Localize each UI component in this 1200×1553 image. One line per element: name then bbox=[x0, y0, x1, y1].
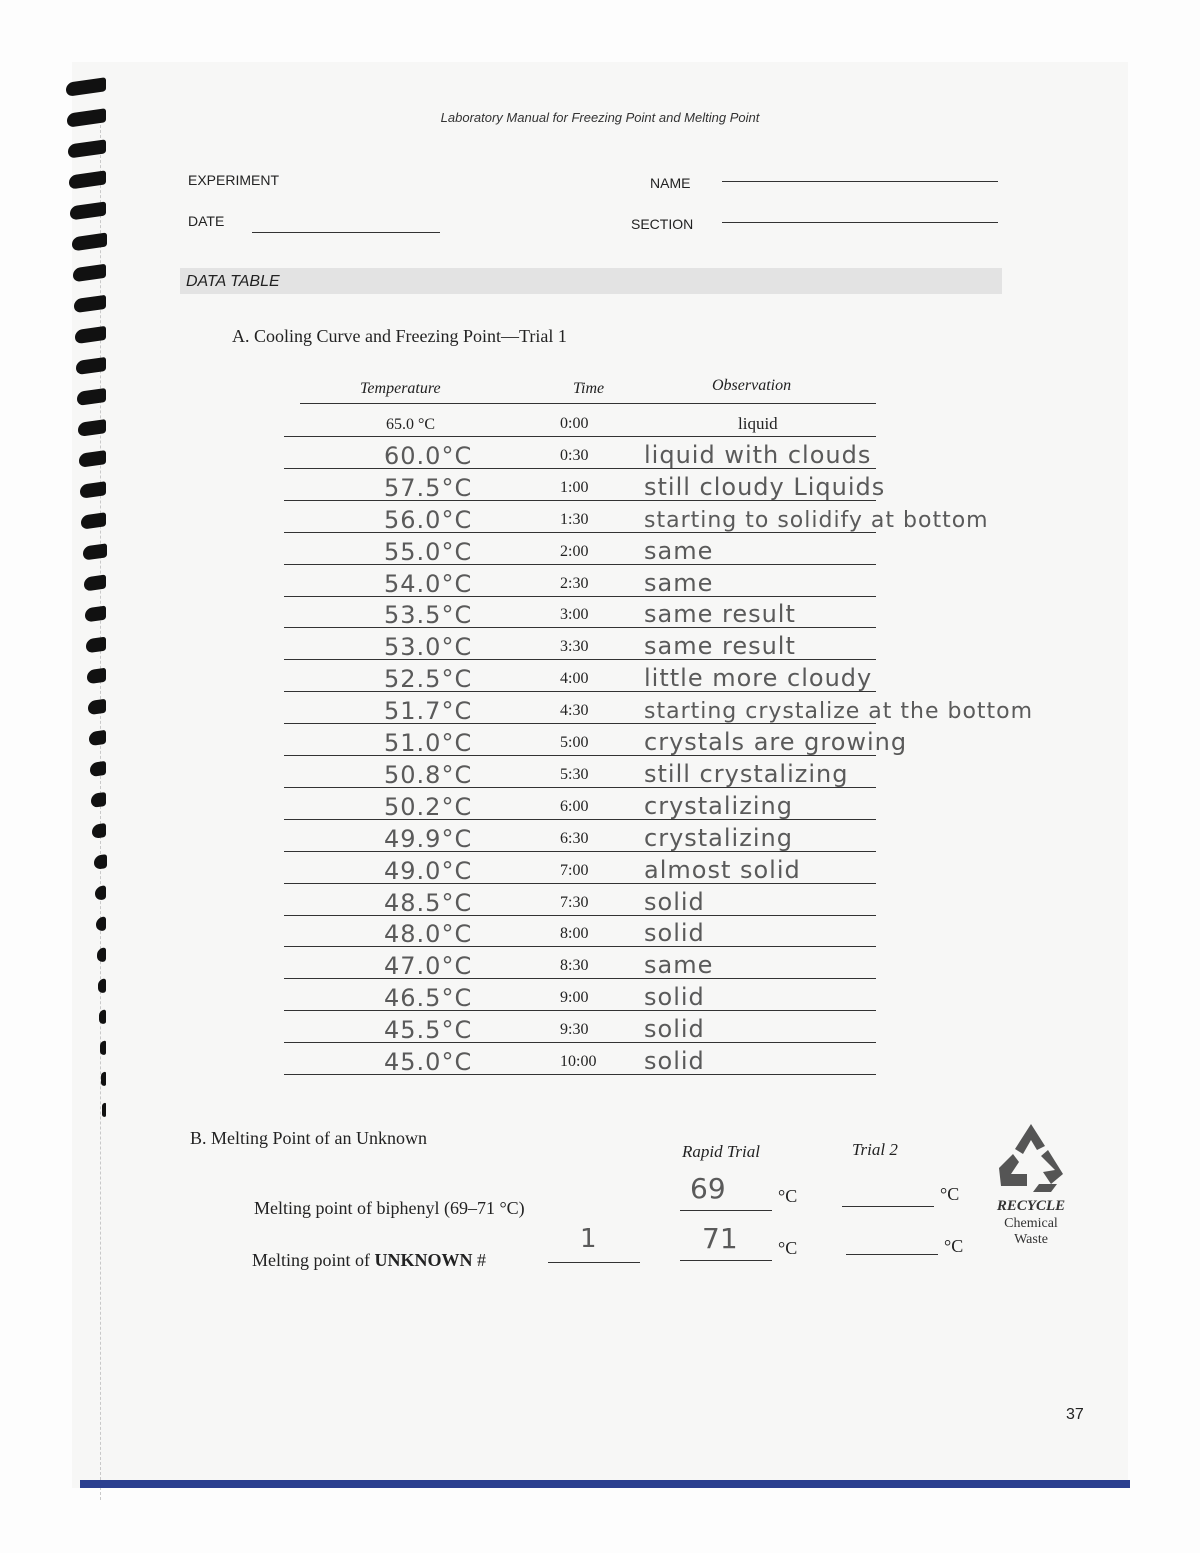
table-row bbox=[284, 691, 1034, 726]
unknown-label: Melting point of UNKNOWN # bbox=[252, 1250, 486, 1270]
spiral-coil bbox=[74, 295, 106, 314]
table-row bbox=[284, 819, 876, 852]
biphenyl-label: Melting point of biphenyl (69–71 °C) bbox=[254, 1198, 525, 1218]
observation-header: Observation bbox=[712, 377, 792, 394]
section-a-title: A. Cooling Curve and Freezing Point—Trial 1 bbox=[232, 326, 567, 346]
spiral-coil bbox=[90, 761, 106, 777]
time-cell: 1:30 bbox=[560, 510, 589, 528]
table-row bbox=[284, 659, 876, 692]
unknown-rapid-value[interactable]: 71 bbox=[702, 1222, 738, 1255]
time-cell: 1:00 bbox=[560, 478, 589, 496]
observation-cell[interactable]: solid bbox=[644, 887, 705, 916]
spiral-coil bbox=[86, 637, 106, 654]
table-row bbox=[284, 946, 876, 979]
unknown-trial2-unit: °C bbox=[944, 1236, 964, 1256]
spiral-coil bbox=[88, 699, 106, 716]
spiral-coil bbox=[77, 388, 106, 406]
table-row bbox=[284, 883, 876, 916]
temperature-cell[interactable]: 53.5°C bbox=[384, 601, 473, 630]
table-row bbox=[284, 627, 876, 660]
time-cell: 8:30 bbox=[560, 957, 589, 975]
table-row bbox=[284, 1042, 876, 1075]
time-cell: 7:00 bbox=[560, 861, 589, 879]
spiral-coil bbox=[99, 1010, 106, 1025]
table-row bbox=[284, 851, 876, 884]
table-row bbox=[284, 468, 886, 502]
biphenyl-rapid-value[interactable]: 69 bbox=[690, 1172, 726, 1205]
spiral-coil bbox=[72, 233, 107, 252]
spiral-coil bbox=[92, 823, 106, 839]
manual-title: Laboratory Manual for Freezing Point and Melting Point bbox=[440, 110, 760, 125]
table-row bbox=[284, 1010, 876, 1043]
spiral-coil bbox=[89, 730, 106, 746]
table-row bbox=[284, 978, 876, 1011]
table-row bbox=[284, 595, 876, 628]
spiral-coil bbox=[79, 450, 106, 468]
observation-cell[interactable]: solid bbox=[644, 983, 705, 1012]
spiral-coil bbox=[85, 606, 106, 623]
time-cell: 2:30 bbox=[560, 574, 589, 592]
temperature-cell[interactable]: 48.5°C bbox=[384, 888, 473, 917]
unknown-number-value[interactable]: 1 bbox=[580, 1224, 597, 1254]
observation-cell[interactable]: crystalizing bbox=[644, 791, 793, 820]
time-cell: 9:00 bbox=[560, 989, 589, 1007]
temperature-cell[interactable]: 49.9°C bbox=[384, 824, 473, 853]
spiral-coil bbox=[98, 978, 106, 993]
time-cell: 7:30 bbox=[560, 893, 589, 911]
data-table-band bbox=[180, 268, 1002, 294]
spiral-coil bbox=[96, 916, 106, 931]
name-field[interactable] bbox=[722, 181, 998, 182]
table-row bbox=[284, 914, 876, 947]
temperature-cell[interactable]: 49.0°C bbox=[384, 856, 473, 885]
biphenyl-rapid-unit: °C bbox=[778, 1186, 798, 1206]
table-row bbox=[284, 564, 876, 597]
temperature-cell[interactable]: 45.0°C bbox=[384, 1048, 473, 1076]
spiral-coil bbox=[68, 139, 106, 158]
time-cell: 3:00 bbox=[560, 606, 589, 624]
recycle-line-2: Chemical bbox=[1004, 1216, 1058, 1231]
table-row bbox=[284, 436, 876, 469]
table-row bbox=[284, 723, 908, 757]
spiral-coil bbox=[97, 947, 106, 962]
spiral-coil bbox=[75, 326, 106, 344]
temperature-cell[interactable]: 54.0°C bbox=[384, 569, 473, 598]
observation-cell[interactable]: same bbox=[644, 536, 714, 565]
temperature-header: Temperature bbox=[360, 380, 441, 397]
temperature-cell[interactable]: 55.0°C bbox=[384, 537, 473, 566]
section-label: SECTION bbox=[631, 216, 694, 232]
biphenyl-trial2-unit: °C bbox=[940, 1184, 960, 1204]
time-cell: 8:00 bbox=[560, 925, 589, 943]
section-field[interactable] bbox=[722, 222, 998, 223]
temperature-cell[interactable]: 50.8°C bbox=[384, 760, 473, 789]
spiral-coil bbox=[84, 574, 106, 591]
biphenyl-trial2-field[interactable] bbox=[842, 1206, 934, 1207]
spiral-coil bbox=[95, 885, 106, 901]
temperature-cell[interactable]: 51.0°C bbox=[384, 729, 473, 757]
spiral-coil bbox=[81, 512, 106, 529]
observation-cell[interactable]: still cloudy Liquids bbox=[644, 472, 886, 501]
time-header: Time bbox=[573, 380, 605, 397]
recycle-line-1: RECYCLE bbox=[996, 1198, 1066, 1214]
page-bottom-edge bbox=[80, 1480, 1130, 1488]
rapid-trial-header: Rapid Trial bbox=[682, 1142, 760, 1161]
date-label: DATE bbox=[188, 213, 225, 229]
unknown-number-line bbox=[548, 1262, 640, 1263]
time-cell: 0:30 bbox=[560, 446, 589, 464]
observation-cell[interactable]: solid bbox=[644, 1047, 705, 1075]
spiral-coil bbox=[83, 543, 107, 560]
unknown-rapid-unit: °C bbox=[778, 1238, 798, 1258]
table-row bbox=[284, 404, 876, 437]
section-b-title: B. Melting Point of an Unknown bbox=[190, 1128, 427, 1148]
temperature-cell[interactable]: 47.0°C bbox=[384, 952, 473, 981]
observation-cell[interactable]: same result bbox=[644, 632, 796, 661]
time-cell: 6:30 bbox=[560, 829, 589, 847]
table-row bbox=[284, 500, 989, 534]
observation-cell[interactable]: starting to solidify at bottom bbox=[644, 507, 989, 533]
spiral-coil bbox=[73, 264, 106, 283]
spiral-coil bbox=[70, 201, 106, 220]
biphenyl-rapid-line bbox=[680, 1210, 772, 1211]
spiral-coil bbox=[100, 1041, 106, 1056]
temperature-cell[interactable]: 53.0°C bbox=[384, 633, 473, 662]
time-cell: 5:30 bbox=[560, 765, 589, 783]
observation-cell[interactable]: liquid with clouds bbox=[644, 440, 872, 469]
observation-cell[interactable]: same bbox=[644, 951, 714, 980]
time-cell: 6:00 bbox=[560, 797, 589, 815]
observation-cell[interactable]: crystalizing bbox=[644, 823, 793, 852]
observation-cell[interactable]: starting crystalize at the bottom bbox=[644, 699, 1034, 725]
observation-cell[interactable]: crystals are growing bbox=[644, 728, 908, 756]
spiral-coil bbox=[94, 854, 107, 870]
observation-cell[interactable]: solid bbox=[644, 1015, 705, 1044]
time-cell: 0:00 bbox=[560, 415, 589, 432]
temperature-cell[interactable]: 57.5°C bbox=[384, 473, 473, 502]
spiral-coil bbox=[101, 1072, 106, 1087]
trial-2-header: Trial 2 bbox=[852, 1140, 898, 1159]
table-row bbox=[284, 532, 876, 565]
observation-cell[interactable]: same result bbox=[644, 600, 796, 629]
observation-cell[interactable]: still crystalizing bbox=[644, 759, 849, 788]
observation-cell: liquid bbox=[738, 414, 778, 433]
name-label: NAME bbox=[650, 175, 691, 191]
temperature-cell[interactable]: 48.0°C bbox=[384, 920, 473, 949]
temperature-cell[interactable]: 45.5°C bbox=[384, 1016, 473, 1045]
data-table-label: DATA TABLE bbox=[186, 273, 280, 290]
spiral-coil bbox=[87, 668, 106, 685]
unknown-trial2-field[interactable] bbox=[846, 1254, 938, 1255]
observation-cell[interactable]: almost solid bbox=[644, 855, 801, 884]
temperature-cell[interactable]: 56.0°C bbox=[384, 505, 473, 534]
spiral-coil bbox=[91, 792, 106, 808]
spiral-coil bbox=[66, 77, 106, 97]
time-cell: 9:30 bbox=[560, 1021, 589, 1039]
recycle-logo bbox=[985, 1118, 1077, 1258]
table-row bbox=[284, 755, 876, 788]
time-cell: 3:30 bbox=[560, 638, 589, 656]
spiral-coil bbox=[102, 1103, 106, 1118]
temperature-cell[interactable]: 50.2°C bbox=[384, 792, 473, 821]
temperature-cell[interactable]: 52.5°C bbox=[384, 665, 473, 694]
time-cell: 4:30 bbox=[560, 702, 589, 720]
temperature-cell: 65.0 °C bbox=[386, 416, 436, 433]
temperature-cell[interactable]: 60.0°C bbox=[384, 441, 473, 470]
observation-cell[interactable]: solid bbox=[644, 919, 705, 948]
recycle-icon bbox=[985, 1118, 1077, 1196]
time-cell: 2:00 bbox=[560, 542, 589, 560]
temperature-cell[interactable]: 46.5°C bbox=[384, 984, 473, 1013]
date-field[interactable] bbox=[252, 232, 440, 233]
recycle-line-3: Waste bbox=[1014, 1232, 1048, 1247]
spiral-coil bbox=[69, 170, 106, 189]
observation-cell[interactable]: little more cloudy bbox=[644, 664, 873, 693]
spiral-coil bbox=[76, 357, 106, 375]
spiral-coil bbox=[80, 481, 106, 499]
experiment-label: EXPERIMENT bbox=[188, 172, 280, 188]
time-cell: 10:00 bbox=[560, 1053, 597, 1070]
time-cell: 5:00 bbox=[560, 734, 589, 751]
table-row bbox=[284, 787, 876, 820]
observation-cell[interactable]: same bbox=[644, 568, 714, 597]
spiral-coil bbox=[78, 419, 106, 437]
page-number: 37 bbox=[1066, 1406, 1084, 1423]
temperature-cell[interactable]: 51.7°C bbox=[384, 697, 473, 726]
time-cell: 4:00 bbox=[560, 670, 589, 688]
spiral-binding bbox=[66, 80, 116, 1190]
unknown-rapid-line bbox=[680, 1260, 772, 1261]
